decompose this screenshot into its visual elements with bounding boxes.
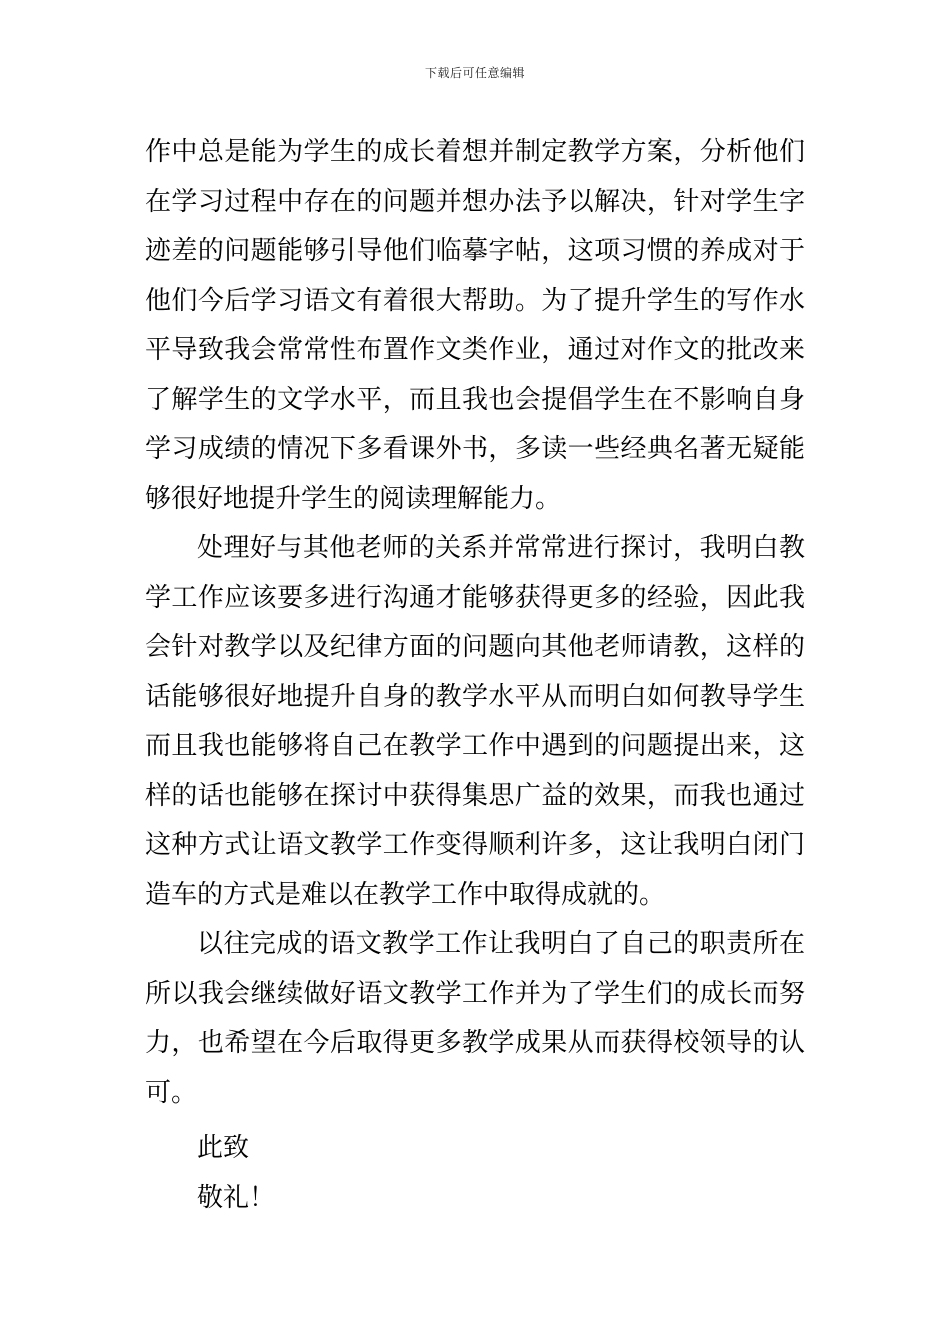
text-line: 学工作应该要多进行沟通才能够获得更多的经验，因此我 <box>145 582 805 613</box>
closing-salutation: 此致 <box>197 1133 250 1163</box>
closing-regards: 敬礼！ <box>197 1182 276 1213</box>
text-line: 所以我会继续做好语文教学工作并为了学生们的成长而努 <box>145 978 805 1009</box>
text-line: 处理好与其他老师的关系并常常进行探讨，我明白教 <box>197 533 805 563</box>
text-line: 造车的方式是难以在教学工作中取得成就的。 <box>145 879 666 910</box>
text-line: 话能够很好地提升自身的教学水平从而明白如何教导学生 <box>145 681 805 712</box>
text-line: 够很好地提升学生的阅读理解能力。 <box>145 483 562 514</box>
text-line: 作中总是能为学生的成长着想并制定教学方案，分析他们 <box>145 137 805 167</box>
text-line: 可。 <box>145 1077 198 1108</box>
text-line: 而且我也能够将自己在教学工作中遇到的问题提出来，这 <box>145 731 805 761</box>
page-header: 下载后可任意编辑 <box>424 66 525 80</box>
text-line: 样的话也能够在探讨中获得集思广益的效果，而我也通过 <box>145 780 805 811</box>
text-line: 学习成绩的情况下多看课外书，多读一些经典名著无疑能 <box>145 434 805 464</box>
text-line: 以往完成的语文教学工作让我明白了自己的职责所在 <box>197 929 805 959</box>
text-line: 会针对教学以及纪律方面的问题向其他老师请教，这样的 <box>145 632 805 662</box>
paragraph-1 <box>145 128 805 524</box>
document-body <box>145 128 805 1223</box>
paragraph-3 <box>145 920 805 1118</box>
text-line: 平导致我会常常性布置作文类作业，通过对作文的批改来 <box>145 335 805 365</box>
text-line: 在学习过程中存在的问题并想办法予以解决，针对学生字 <box>145 186 805 217</box>
text-line: 这种方式让语文教学工作变得顺利许多，这让我明白闭门 <box>145 830 805 860</box>
paragraph-2 <box>145 524 805 920</box>
text-line: 力，也希望在今后取得更多教学成果从而获得校领导的认 <box>145 1028 805 1058</box>
text-line: 迹差的问题能够引导他们临摹字帖，这项习惯的养成对于 <box>145 236 805 266</box>
text-line: 他们今后学习语文有着很大帮助。为了提升学生的写作水 <box>145 285 805 316</box>
text-line: 了解学生的文学水平，而且我也会提倡学生在不影响自身 <box>145 384 805 415</box>
